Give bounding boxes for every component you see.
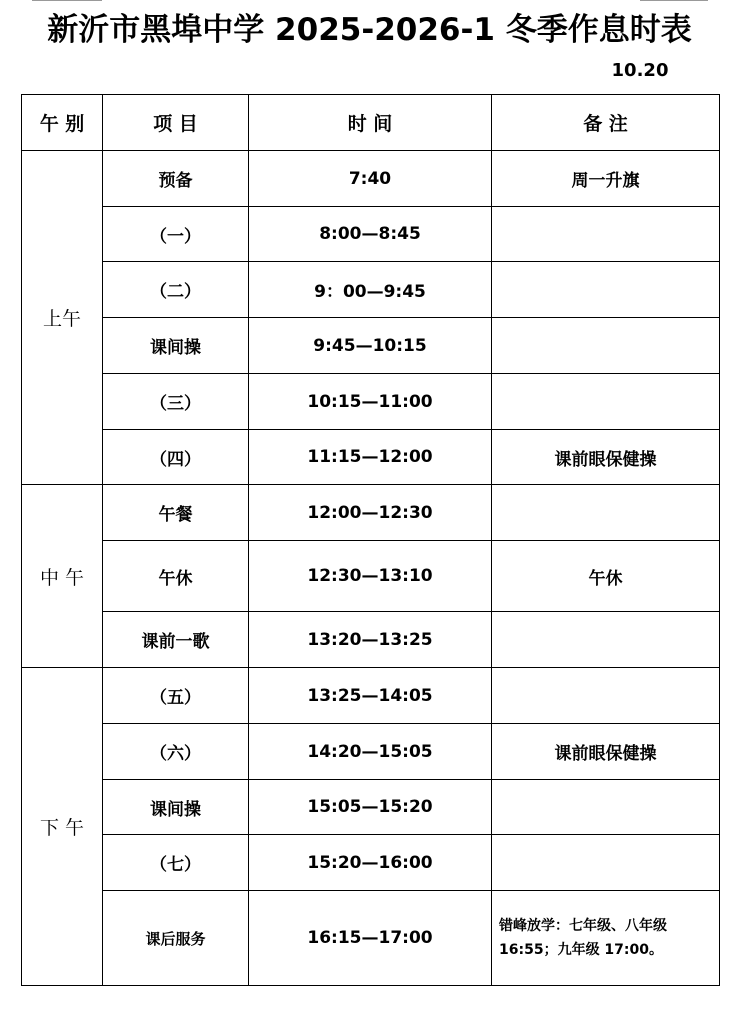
table-row bbox=[22, 612, 720, 668]
time-cell: 12:00—12:30 bbox=[249, 485, 492, 541]
header-row bbox=[22, 95, 720, 151]
time-cell: 7:40 bbox=[249, 151, 492, 207]
page-title: 新沂市黑埠中学 2025-2026-1 冬季作息时表 bbox=[47, 12, 692, 48]
note-cell: 错峰放学：七年级、八年级 16:55；九年级 17:00。 bbox=[492, 891, 720, 986]
table-row bbox=[22, 318, 720, 374]
item-cell: 课间操 bbox=[103, 780, 249, 835]
item-cell: （二） bbox=[103, 262, 249, 318]
table-row bbox=[22, 835, 720, 891]
item-cell: 课间操 bbox=[103, 318, 249, 374]
note-cell bbox=[492, 318, 720, 374]
note-cell bbox=[492, 780, 720, 835]
table-row bbox=[22, 891, 720, 986]
item-cell: （三） bbox=[103, 374, 249, 430]
time-cell: 12:30—13:10 bbox=[249, 541, 492, 612]
period-afternoon: 下 午 bbox=[22, 668, 103, 986]
note-cell bbox=[492, 835, 720, 891]
item-cell: 课后服务 bbox=[103, 891, 249, 986]
note-cell bbox=[492, 374, 720, 430]
time-cell: 9：00—9:45 bbox=[249, 262, 492, 318]
time-cell: 10:15—11:00 bbox=[249, 374, 492, 430]
table-row bbox=[22, 541, 720, 612]
item-cell: （五） bbox=[103, 668, 249, 724]
item-cell: 午休 bbox=[103, 541, 249, 612]
item-cell: 课前一歌 bbox=[103, 612, 249, 668]
date-label: 10.20 bbox=[611, 60, 669, 81]
time-cell: 16:15—17:00 bbox=[249, 891, 492, 986]
period-noon: 中 午 bbox=[22, 485, 103, 668]
time-cell: 11:15—12:00 bbox=[249, 430, 492, 485]
note-cell: 午休 bbox=[492, 541, 720, 612]
note-cell: 课前眼保健操 bbox=[492, 430, 720, 485]
time-cell: 13:20—13:25 bbox=[249, 612, 492, 668]
table-row bbox=[22, 262, 720, 318]
item-cell: （四） bbox=[103, 430, 249, 485]
top-rule-left bbox=[32, 0, 102, 1]
top-rule-right bbox=[640, 0, 708, 1]
note-cell bbox=[492, 485, 720, 541]
time-cell: 13:25—14:05 bbox=[249, 668, 492, 724]
period-morning: 上午 bbox=[22, 151, 103, 485]
table-row bbox=[22, 485, 720, 541]
note-cell bbox=[492, 612, 720, 668]
item-cell: （七） bbox=[103, 835, 249, 891]
table-row bbox=[22, 207, 720, 262]
header-period: 午 别 bbox=[22, 95, 103, 151]
header-note: 备 注 bbox=[492, 95, 720, 151]
table-row bbox=[22, 430, 720, 485]
time-cell: 15:20—16:00 bbox=[249, 835, 492, 891]
header-item: 项 目 bbox=[103, 95, 249, 151]
time-cell: 15:05—15:20 bbox=[249, 780, 492, 835]
table-row bbox=[22, 374, 720, 430]
item-cell: 预备 bbox=[103, 151, 249, 207]
item-cell: （六） bbox=[103, 724, 249, 780]
table-row bbox=[22, 724, 720, 780]
schedule-table bbox=[21, 94, 720, 986]
item-cell: 午餐 bbox=[103, 485, 249, 541]
note-cell bbox=[492, 207, 720, 262]
note-cell: 课前眼保健操 bbox=[492, 724, 720, 780]
note-cell: 周一升旗 bbox=[492, 151, 720, 207]
table-row bbox=[22, 668, 720, 724]
time-cell: 9:45—10:15 bbox=[249, 318, 492, 374]
item-cell: （一） bbox=[103, 207, 249, 262]
note-cell bbox=[492, 262, 720, 318]
table-row bbox=[22, 780, 720, 835]
time-cell: 8:00—8:45 bbox=[249, 207, 492, 262]
note-cell bbox=[492, 668, 720, 724]
time-cell: 14:20—15:05 bbox=[249, 724, 492, 780]
header-time: 时 间 bbox=[249, 95, 492, 151]
table-row bbox=[22, 151, 720, 207]
